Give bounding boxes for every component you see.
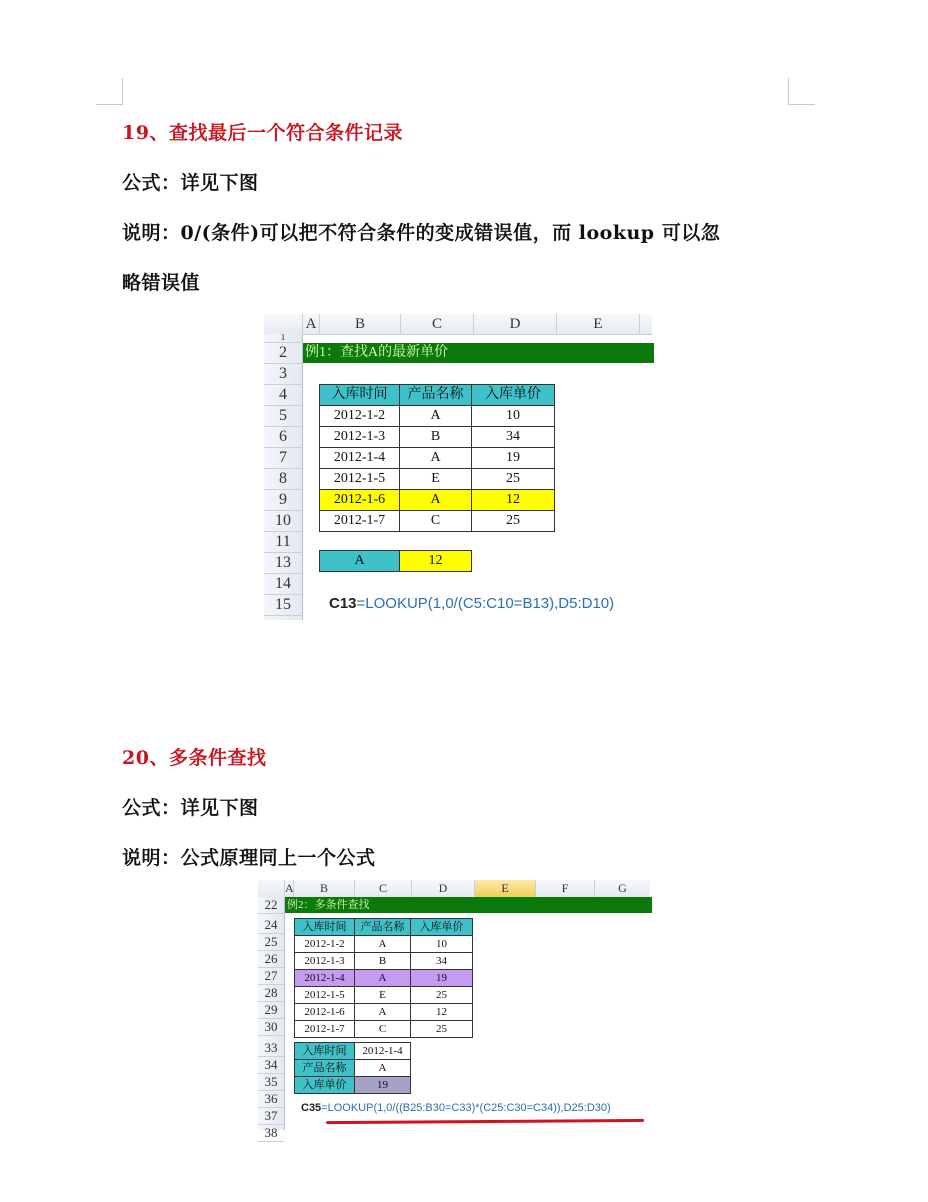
example-title: 例1：查找A的最新单价: [305, 345, 449, 360]
table-cell[interactable]: A: [354, 935, 411, 953]
column-header-C[interactable]: C: [355, 880, 412, 897]
spreadsheet-example-2: [258, 880, 650, 1140]
table-cell[interactable]: B: [399, 426, 472, 448]
table-cell[interactable]: 34: [471, 426, 555, 448]
row-header-4[interactable]: 4: [264, 385, 302, 406]
table-header-price[interactable]: 入库单价: [471, 384, 555, 406]
row-header-5[interactable]: 5: [264, 406, 302, 427]
criteria-label-time[interactable]: 入库时间: [294, 1042, 355, 1060]
row-header-26[interactable]: 26: [258, 951, 284, 968]
table-header-time[interactable]: 入库时间: [319, 384, 400, 406]
table-cell[interactable]: E: [354, 986, 411, 1004]
table-cell[interactable]: 19: [471, 447, 555, 469]
row-header-30[interactable]: 30: [258, 1019, 284, 1036]
page-corner-mark-right: [788, 78, 815, 105]
table-cell[interactable]: 2012-1-5: [294, 986, 355, 1004]
row-header-8[interactable]: 8: [264, 469, 302, 490]
column-header-D[interactable]: D: [412, 880, 475, 897]
table-cell[interactable]: 2012-1-2: [319, 405, 400, 427]
row-header-bar: [258, 897, 285, 1140]
table-cell[interactable]: 2012-1-2: [294, 935, 355, 953]
table-cell[interactable]: 2012-1-7: [294, 1020, 355, 1038]
formula-text: [301, 1102, 611, 1114]
section-19-formula-line: 公式：详见下图: [122, 172, 259, 194]
select-all-corner[interactable]: [258, 880, 285, 897]
table-cell[interactable]: 2012-1-6: [294, 1003, 355, 1021]
criteria-value-time[interactable]: 2012-1-4: [354, 1042, 411, 1060]
table-cell[interactable]: 2012-1-4: [319, 447, 400, 469]
row-header-15[interactable]: 15: [264, 595, 302, 616]
row-header-7[interactable]: 7: [264, 448, 302, 469]
column-header-B[interactable]: B: [294, 880, 355, 897]
table-cell[interactable]: 2012-1-7: [319, 510, 400, 532]
row-header-27[interactable]: 27: [258, 968, 284, 985]
column-header-E-selected[interactable]: E: [475, 880, 536, 897]
row-header-14[interactable]: 14: [264, 574, 302, 595]
row-header-38[interactable]: 38: [258, 1125, 284, 1142]
formula-expression: =LOOKUP(1,0/(C5:C10=B13),D5:D10): [356, 595, 615, 612]
section-19-description-line-1: 说明：0/(条件)可以把不符合条件的变成错误值，而 lookup 可以忽: [122, 222, 721, 244]
column-header-bar: [264, 314, 652, 335]
section-20-description-line: 说明：公式原理同上一个公式: [122, 847, 376, 869]
row-header-22[interactable]: 22: [258, 897, 284, 914]
table-cell[interactable]: E: [399, 468, 472, 490]
table-header-price[interactable]: 入库单价: [410, 918, 473, 936]
column-header-F[interactable]: F: [536, 880, 595, 897]
criteria-label-product[interactable]: 产品名称: [294, 1059, 355, 1077]
table-cell[interactable]: 2012-1-3: [319, 426, 400, 448]
row-header-28[interactable]: 28: [258, 985, 284, 1002]
table-header-product[interactable]: 产品名称: [399, 384, 472, 406]
row-header-36[interactable]: 36: [258, 1091, 284, 1108]
table-cell[interactable]: C: [399, 510, 472, 532]
table-cell-highlighted[interactable]: 19: [410, 969, 473, 987]
table-cell[interactable]: C: [354, 1020, 411, 1038]
criteria-label-price[interactable]: 入库单价: [294, 1076, 355, 1094]
table-cell[interactable]: 2012-1-5: [319, 468, 400, 490]
table-cell[interactable]: 25: [410, 986, 473, 1004]
row-header-24[interactable]: 24: [258, 917, 284, 934]
criteria-value-product[interactable]: A: [354, 1059, 411, 1077]
select-all-corner[interactable]: [264, 314, 303, 334]
table-cell[interactable]: B: [354, 952, 411, 970]
row-header-11[interactable]: 11: [264, 532, 302, 553]
row-header-33[interactable]: 33: [258, 1040, 284, 1057]
table-cell-highlighted[interactable]: A: [354, 969, 411, 987]
formula-red-underline: [326, 1119, 644, 1124]
table-cell-highlighted[interactable]: 2012-1-6: [319, 489, 400, 511]
column-header-B[interactable]: B: [320, 314, 401, 334]
table-cell[interactable]: 25: [471, 510, 555, 532]
row-header-bar: [264, 334, 303, 620]
row-header-37[interactable]: 37: [258, 1108, 284, 1125]
section-19-description-line-2: 略错误值: [122, 272, 201, 294]
spreadsheet-example-1: [264, 314, 652, 620]
table-cell[interactable]: 10: [410, 935, 473, 953]
column-header-A[interactable]: A: [303, 314, 320, 334]
row-header-3[interactable]: 3: [264, 364, 302, 385]
column-header-bar: [258, 880, 650, 898]
table-cell[interactable]: A: [399, 447, 472, 469]
criteria-result-price[interactable]: 19: [354, 1076, 411, 1094]
example-title: 例2：多条件查找: [287, 899, 370, 911]
table-cell[interactable]: 12: [410, 1003, 473, 1021]
table-cell-highlighted[interactable]: A: [399, 489, 472, 511]
row-header-34[interactable]: 34: [258, 1057, 284, 1074]
lookup-result-cell[interactable]: 12: [399, 550, 472, 572]
table-cell[interactable]: 25: [471, 468, 555, 490]
lookup-key-cell[interactable]: A: [319, 550, 400, 572]
table-cell[interactable]: A: [354, 1003, 411, 1021]
table-cell[interactable]: 25: [410, 1020, 473, 1038]
table-header-product[interactable]: 产品名称: [354, 918, 411, 936]
column-header-D[interactable]: D: [474, 314, 557, 334]
table-cell-highlighted[interactable]: 2012-1-4: [294, 969, 355, 987]
page-corner-mark-left: [96, 78, 123, 105]
row-header-1[interactable]: 1: [264, 334, 302, 343]
row-header-2[interactable]: 2: [264, 343, 302, 364]
column-header-E[interactable]: E: [557, 314, 640, 334]
column-header-G[interactable]: G: [618, 881, 627, 895]
section-20-heading: 20、多条件查找: [122, 747, 267, 769]
table-cell[interactable]: 10: [471, 405, 555, 427]
table-cell[interactable]: 2012-1-3: [294, 952, 355, 970]
table-header-time[interactable]: 入库时间: [294, 918, 355, 936]
row-header-13[interactable]: 13: [264, 553, 302, 574]
column-header-C[interactable]: C: [401, 314, 474, 334]
table-cell[interactable]: A: [399, 405, 472, 427]
example-title-bar[interactable]: [303, 343, 654, 363]
column-header-A[interactable]: A: [285, 881, 294, 895]
row-header-6[interactable]: 6: [264, 427, 302, 448]
example-title-bar[interactable]: [285, 897, 652, 913]
table-cell[interactable]: 34: [410, 952, 473, 970]
row-header-9[interactable]: 9: [264, 490, 302, 511]
row-header-29[interactable]: 29: [258, 1002, 284, 1019]
formula-text: [329, 595, 614, 612]
formula-cell-ref: C35: [301, 1102, 322, 1114]
section-19-heading: 19、查找最后一个符合条件记录: [122, 122, 403, 144]
formula-cell-ref: C13: [329, 595, 357, 612]
row-header-10[interactable]: 10: [264, 511, 302, 532]
row-header-35[interactable]: 35: [258, 1074, 284, 1091]
table-cell-highlighted[interactable]: 12: [471, 489, 555, 511]
section-20-formula-line: 公式：详见下图: [122, 797, 259, 819]
formula-expression: =LOOKUP(1,0/((B25:B30=C33)*(C25:C30=C34)),D25:D30): [321, 1102, 611, 1114]
row-header-25[interactable]: 25: [258, 934, 284, 951]
